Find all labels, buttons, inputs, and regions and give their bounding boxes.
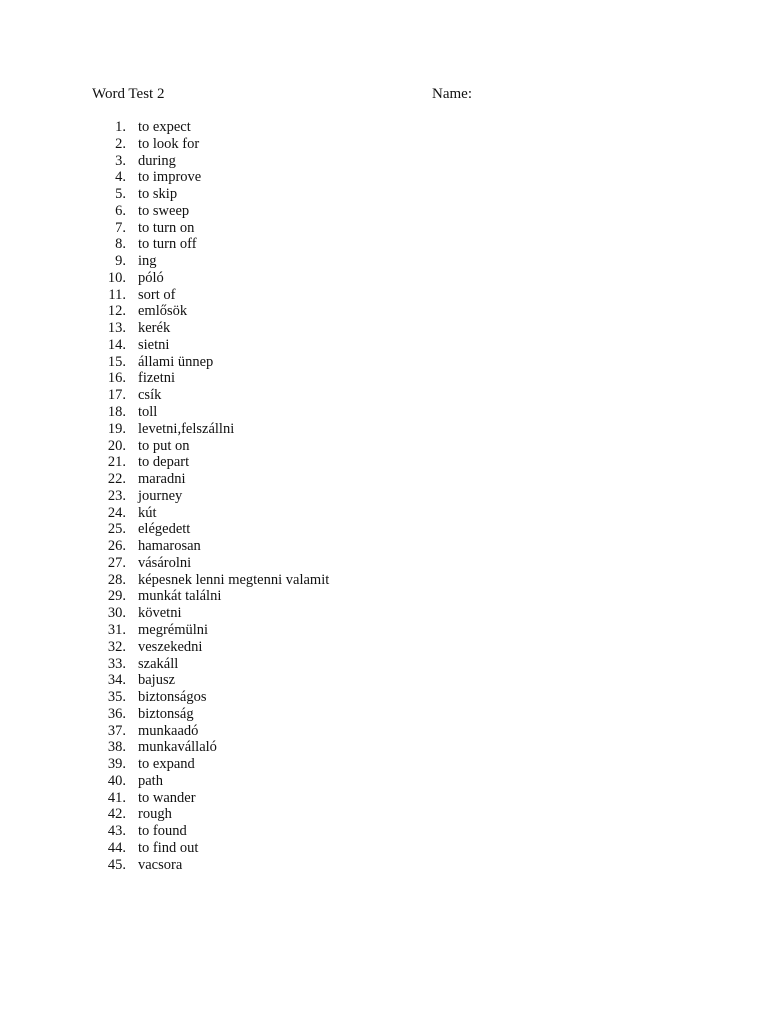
item-number: 11. xyxy=(108,286,126,303)
item-word: to expect xyxy=(138,119,191,135)
item-word: to turn off xyxy=(138,236,197,253)
item-word: vacsora xyxy=(138,856,183,873)
item-word: munkavállaló xyxy=(138,739,217,756)
item-word: bajusz xyxy=(138,672,176,689)
item-word: munkaadó xyxy=(138,722,199,739)
item-word: to look for xyxy=(138,135,200,152)
item-number: 26. xyxy=(107,538,126,555)
item-word: szakáll xyxy=(138,655,179,672)
item-number: 20. xyxy=(107,437,126,454)
item-number: 4. xyxy=(115,169,126,186)
item-word: munkát találni xyxy=(138,588,222,605)
item-number: 12. xyxy=(107,303,126,320)
item-number: 45. xyxy=(107,856,126,873)
item-number: 27. xyxy=(107,554,126,571)
item-word: követni xyxy=(138,605,182,622)
item-number: 29. xyxy=(107,588,126,605)
item-word: to sweep xyxy=(138,202,190,219)
item-word: to expand xyxy=(138,756,195,773)
item-word: vásárolni xyxy=(138,554,192,571)
item-word: to turn on xyxy=(138,219,195,236)
item-number: 44. xyxy=(107,839,126,856)
item-word: to find out xyxy=(138,839,199,856)
item-number: 1. xyxy=(115,119,126,135)
item-word: képesnek lenni megtenni valamit xyxy=(138,571,330,588)
item-word: rough xyxy=(138,806,172,823)
item-number: 24. xyxy=(107,504,126,521)
name-label: Name: xyxy=(432,86,472,102)
item-number: 9. xyxy=(115,253,126,270)
item-number: 32. xyxy=(107,638,126,655)
item-number: 14. xyxy=(107,336,126,353)
item-number: 28. xyxy=(107,571,126,588)
item-number: 6. xyxy=(115,202,126,219)
item-number: 21. xyxy=(107,454,126,471)
item-number: 35. xyxy=(107,689,126,706)
item-word: megrémülni xyxy=(138,621,209,638)
item-word: to wander xyxy=(138,789,196,806)
page-title: Word Test 2 xyxy=(92,86,165,102)
item-word: to improve xyxy=(138,169,202,186)
item-word: ing xyxy=(138,253,157,270)
item-number: 18. xyxy=(107,404,126,421)
item-number: 3. xyxy=(115,152,126,169)
item-word: path xyxy=(138,772,163,789)
item-number: 5. xyxy=(115,186,126,203)
item-number: 43. xyxy=(107,823,126,840)
item-word: during xyxy=(138,152,176,169)
item-word: toll xyxy=(138,404,158,421)
item-number: 2. xyxy=(115,135,126,152)
item-number: 30. xyxy=(107,605,126,622)
item-number: 33. xyxy=(107,655,126,672)
item-word: sietni xyxy=(138,336,170,353)
item-word: journey xyxy=(138,487,183,504)
item-word: to found xyxy=(138,823,187,840)
item-word: veszekedni xyxy=(138,638,203,655)
item-number: 37. xyxy=(107,722,126,739)
item-word: kerék xyxy=(138,320,171,337)
item-number: 16. xyxy=(107,370,126,387)
item-word: to put on xyxy=(138,437,190,454)
item-word: állami ünnep xyxy=(138,353,214,370)
item-number: 31. xyxy=(107,621,126,638)
item-number: 23. xyxy=(107,487,126,504)
item-word: maradni xyxy=(138,471,186,488)
item-number: 15. xyxy=(107,353,126,370)
item-word: biztonság xyxy=(138,705,194,722)
item-number: 22. xyxy=(107,471,126,488)
item-number: 36. xyxy=(107,705,126,722)
item-word: fizetni xyxy=(138,370,176,387)
item-number: 7. xyxy=(115,219,126,236)
item-number: 38. xyxy=(107,739,126,756)
item-number: 17. xyxy=(107,387,126,404)
item-word: kút xyxy=(138,504,157,521)
item-word: to skip xyxy=(138,186,178,203)
item-word: csík xyxy=(138,387,162,404)
item-word: levetni,felszállni xyxy=(138,420,235,437)
item-number: 10. xyxy=(107,269,126,286)
item-number: 39. xyxy=(107,756,126,773)
item-number: 19. xyxy=(107,420,126,437)
item-number: 34. xyxy=(107,672,126,689)
item-number: 42. xyxy=(107,806,126,823)
item-word: póló xyxy=(138,269,164,286)
item-word: emlősök xyxy=(138,303,188,320)
item-word: sort of xyxy=(138,286,176,303)
item-word: elégedett xyxy=(138,521,191,538)
item-word: hamarosan xyxy=(138,538,201,555)
item-number: 13. xyxy=(107,320,126,337)
item-word: biztonságos xyxy=(138,689,207,706)
item-number: 40. xyxy=(107,772,126,789)
item-number: 8. xyxy=(115,236,126,253)
item-number: 25. xyxy=(107,521,126,538)
item-word: to depart xyxy=(138,454,190,471)
item-number: 41. xyxy=(107,789,126,806)
